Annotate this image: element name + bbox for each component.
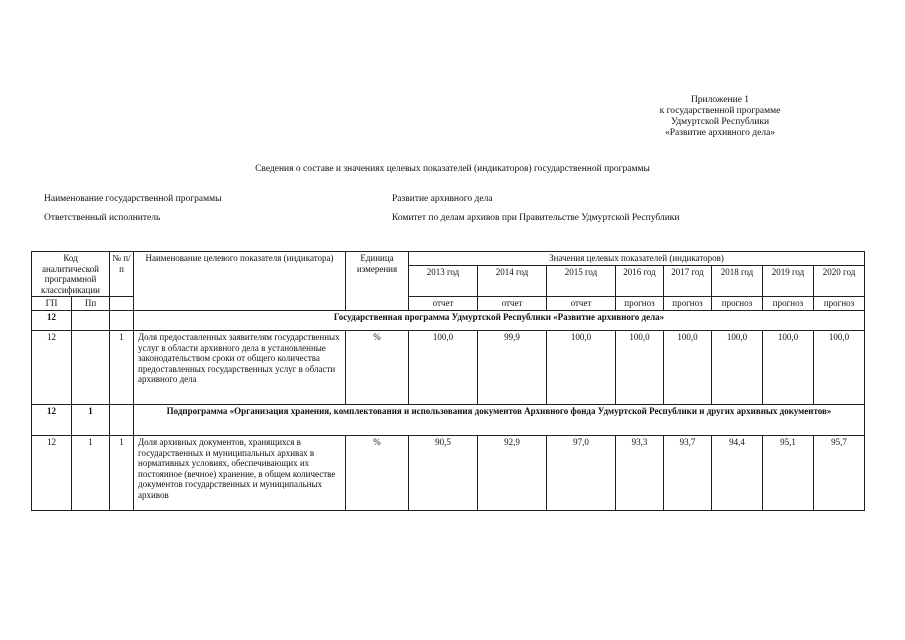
indicator-unit: % xyxy=(346,436,409,511)
indicator-value: 100,0 xyxy=(712,331,763,405)
appendix-line-4: «Развитие архивного дела» xyxy=(664,128,776,138)
number-header: № п/ п xyxy=(110,252,134,297)
section-row-program xyxy=(32,311,865,331)
indicator-value: 94,4 xyxy=(712,436,763,511)
indicator-value: 100,0 xyxy=(409,331,478,405)
section-pp: 1 xyxy=(72,405,110,436)
executor-value: Комитет по делам архивов при Правительстве Удмуртской Республики xyxy=(392,213,680,223)
program-value: Развитие архивного дела xyxy=(392,194,493,204)
year-header: 2014 год xyxy=(478,265,547,296)
period-kind: прогноз xyxy=(616,297,664,311)
row-pp xyxy=(72,331,110,405)
year-header: 2020 год xyxy=(814,265,865,296)
empty-cell xyxy=(110,311,134,331)
empty-cell xyxy=(110,405,134,436)
row-gp: 12 xyxy=(32,331,72,405)
year-header: 2016 год xyxy=(616,265,664,296)
indicator-value: 97,0 xyxy=(547,436,616,511)
indicator-value: 92,9 xyxy=(478,436,547,511)
row-pp: 1 xyxy=(72,436,110,511)
indicator-value: 90,5 xyxy=(409,436,478,511)
indicator-name-header: Наименование целевого показателя (индикатора) xyxy=(134,252,346,311)
appendix-line-2: к государственной программе xyxy=(659,106,781,116)
period-kind: отчет xyxy=(478,297,547,311)
subprogram-section-title: Подпрограмма «Организация хранения, комплектования и использования документов Архивного фонда Удмуртской Республики и других архивных документов» xyxy=(134,405,865,436)
executor-label: Ответственный исполнитель xyxy=(44,213,161,223)
gp-header: ГП xyxy=(32,297,72,311)
empty-cell xyxy=(72,311,110,331)
appendix-line-3: Удмуртской Республики xyxy=(670,117,770,127)
indicator-row xyxy=(32,436,865,511)
indicator-value: 100,0 xyxy=(814,331,865,405)
values-header: Значения целевых показателей (индикаторов) xyxy=(409,252,865,266)
appendix-line-1: Приложение 1 xyxy=(690,95,750,105)
year-header: 2015 год xyxy=(547,265,616,296)
period-kind: отчет xyxy=(409,297,478,311)
period-kind: прогноз xyxy=(814,297,865,311)
row-number: 1 xyxy=(110,436,134,511)
unit-header: Единица измерения xyxy=(346,252,409,311)
indicator-unit: % xyxy=(346,331,409,405)
appendix-header xyxy=(620,95,820,139)
indicators-table xyxy=(31,251,865,511)
row-number: 1 xyxy=(110,331,134,405)
indicator-value: 100,0 xyxy=(616,331,664,405)
indicator-name: Доля предоставленных заявителям государственных услуг в области архивного дела в установленные законодательством сроки от общего количества предоставленных государственных услуг в области архивного дела xyxy=(134,331,346,405)
indicator-value: 99,9 xyxy=(478,331,547,405)
program-label: Наименование государственной программы xyxy=(44,194,222,204)
section-row-subprogram xyxy=(32,405,865,436)
year-header: 2017 год xyxy=(664,265,712,296)
indicator-value: 95,7 xyxy=(814,436,865,511)
indicator-value: 93,3 xyxy=(616,436,664,511)
program-section-title: Государственная программа Удмуртской Республики «Развитие архивного дела» xyxy=(134,311,865,331)
year-header: 2018 год xyxy=(712,265,763,296)
indicator-value: 95,1 xyxy=(763,436,814,511)
code-header: Код аналитической программной классификации xyxy=(32,252,110,297)
year-header: 2019 год xyxy=(763,265,814,296)
period-kind: прогноз xyxy=(712,297,763,311)
document-title: Сведения о составе и значениях целевых показателей (индикаторов) государственной программы xyxy=(255,164,650,174)
indicator-row xyxy=(32,331,865,405)
row-gp: 12 xyxy=(32,436,72,511)
section-gp: 12 xyxy=(32,311,72,331)
indicator-name: Доля архивных документов, хранящихся в государственных и муниципальных архивах в нормативных условиях, обеспечивающих их постоянное (вечное) хранение, в общем количестве документов государственных и муниципальных архивов xyxy=(134,436,346,511)
section-gp: 12 xyxy=(32,405,72,436)
period-kind: прогноз xyxy=(763,297,814,311)
indicator-value: 100,0 xyxy=(664,331,712,405)
indicator-value: 100,0 xyxy=(547,331,616,405)
indicator-value: 100,0 xyxy=(763,331,814,405)
pp-header: Пп xyxy=(72,297,110,311)
empty-cell xyxy=(110,297,134,311)
year-header: 2013 год xyxy=(409,265,478,296)
period-kind: отчет xyxy=(547,297,616,311)
indicator-value: 93,7 xyxy=(664,436,712,511)
header-row-1 xyxy=(32,252,865,266)
period-kind: прогноз xyxy=(664,297,712,311)
